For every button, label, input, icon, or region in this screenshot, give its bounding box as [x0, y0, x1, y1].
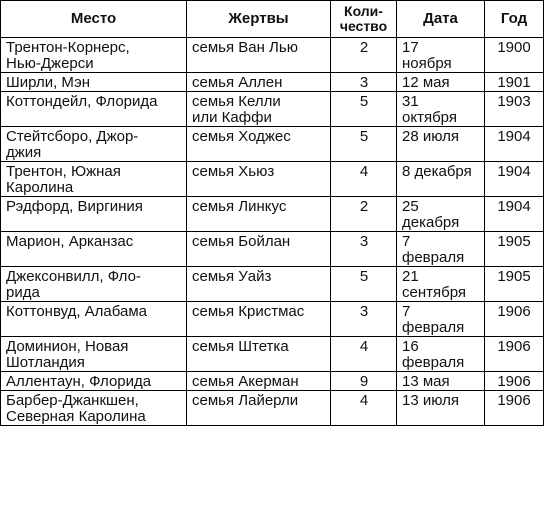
cell-place: Марион, Арканзас: [1, 232, 187, 267]
cell-place: Рэдфорд, Виргиния: [1, 197, 187, 232]
cell-place: Стейтсборо, Джор- джия: [1, 127, 187, 162]
cell-place: Трентон, Южная Каролина: [1, 162, 187, 197]
cell-count: 9: [331, 372, 397, 391]
cell-count: 5: [331, 127, 397, 162]
cell-victims: семья Ходжес: [187, 127, 331, 162]
header-victims: Жертвы: [187, 1, 331, 38]
cell-date: 13 июля: [397, 391, 485, 426]
cell-victims: семья Хьюз: [187, 162, 331, 197]
table-header: [1, 1, 544, 38]
cell-count: 3: [331, 302, 397, 337]
cell-date: 7 февраля: [397, 232, 485, 267]
cell-victims: семья Ван Лью: [187, 38, 331, 73]
cell-date: 12 мая: [397, 73, 485, 92]
cell-victims: семья Бойлан: [187, 232, 331, 267]
cell-year: 1900: [485, 38, 544, 73]
cell-count: 3: [331, 232, 397, 267]
cell-year: 1906: [485, 337, 544, 372]
cell-date: 31 октября: [397, 92, 485, 127]
cell-year: 1901: [485, 73, 544, 92]
cell-victims: семья Лайерли: [187, 391, 331, 426]
header-date: Дата: [397, 1, 485, 38]
table-row: [1, 372, 544, 391]
cell-year: 1904: [485, 127, 544, 162]
cell-victims: семья Акерман: [187, 372, 331, 391]
cell-date: 21 сентября: [397, 267, 485, 302]
cell-year: 1904: [485, 197, 544, 232]
cell-count: 4: [331, 391, 397, 426]
table-row: [1, 391, 544, 426]
cell-year: 1905: [485, 267, 544, 302]
cell-place: Ширли, Мэн: [1, 73, 187, 92]
cell-date: 28 июля: [397, 127, 485, 162]
cell-place: Барбер-Джанкшен, Северная Каролина: [1, 391, 187, 426]
cell-count: 4: [331, 162, 397, 197]
cell-victims: семья Уайз: [187, 267, 331, 302]
table-row: [1, 92, 544, 127]
cell-year: 1906: [485, 391, 544, 426]
cell-place: Джексонвилл, Фло- рида: [1, 267, 187, 302]
cell-date: 13 мая: [397, 372, 485, 391]
header-place: Место: [1, 1, 187, 38]
cell-count: 2: [331, 38, 397, 73]
table-body: [1, 38, 544, 426]
table-row: [1, 232, 544, 267]
cell-year: 1906: [485, 302, 544, 337]
table-row: [1, 267, 544, 302]
table-row: [1, 337, 544, 372]
table-row: [1, 197, 544, 232]
table-row: [1, 302, 544, 337]
cell-date: 25 декабря: [397, 197, 485, 232]
cell-place: Коттондейл, Флорида: [1, 92, 187, 127]
cell-count: 5: [331, 267, 397, 302]
cell-place: Аллентаун, Флорида: [1, 372, 187, 391]
table-row: [1, 127, 544, 162]
cell-date: 8 декабря: [397, 162, 485, 197]
cell-count: 5: [331, 92, 397, 127]
header-year: Год: [485, 1, 544, 38]
table-row: [1, 73, 544, 92]
header-row: [1, 1, 544, 38]
cell-year: 1903: [485, 92, 544, 127]
cell-place: Доминион, Новая Шотландия: [1, 337, 187, 372]
cell-victims: семья Аллен: [187, 73, 331, 92]
table-row: [1, 162, 544, 197]
cell-place: Трентон-Корнерс, Нью-Джерси: [1, 38, 187, 73]
cell-place: Коттонвуд, Алабама: [1, 302, 187, 337]
header-count: Коли- чество: [331, 1, 397, 38]
cell-victims: семья Линкус: [187, 197, 331, 232]
cell-year: 1904: [485, 162, 544, 197]
cell-date: 16 февраля: [397, 337, 485, 372]
cell-date: 17 ноября: [397, 38, 485, 73]
table-row: [1, 38, 544, 73]
cell-count: 2: [331, 197, 397, 232]
cell-victims: семья Штетка: [187, 337, 331, 372]
cell-count: 4: [331, 337, 397, 372]
cell-year: 1905: [485, 232, 544, 267]
cell-victims: семья Кристмас: [187, 302, 331, 337]
cell-year: 1906: [485, 372, 544, 391]
cell-victims: семья Келли или Каффи: [187, 92, 331, 127]
cell-date: 7 февраля: [397, 302, 485, 337]
cell-count: 3: [331, 73, 397, 92]
